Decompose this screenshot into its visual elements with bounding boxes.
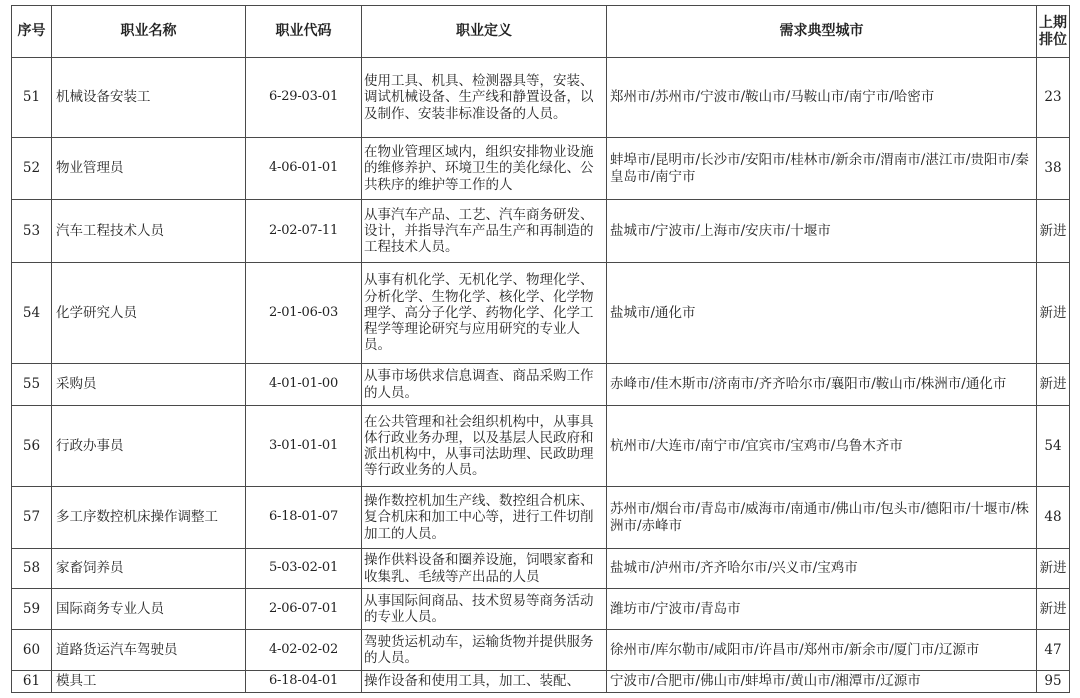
row-no: 60 [12,630,52,671]
table-row [12,630,1070,671]
table-row [12,200,1070,263]
row-no: 58 [12,549,52,589]
table-row [12,589,1070,630]
row-cities: 赤峰市/佳木斯市/济南市/齐齐哈尔市/襄阳市/鞍山市/株洲市/通化市 [607,364,1037,406]
row-no: 54 [12,263,52,364]
row-name: 机械设备安装工 [52,58,246,138]
row-name: 道路货运汽车驾驶员 [52,630,246,671]
table-row [12,549,1070,589]
row-code: 6-18-01-07 [246,487,362,549]
row-name: 多工序数控机床操作调整工 [52,487,246,549]
row-prev-rank: 新进 [1037,549,1070,589]
row-definition: 使用工具、机具、检测器具等，安装、调试机械设备、生产线和静置设备，以及制作、安装非标准设备的人员。 [362,58,607,138]
row-prev-rank: 48 [1037,487,1070,549]
table-row [12,263,1070,364]
row-name: 行政办事员 [52,406,246,487]
row-code: 4-01-01-00 [246,364,362,406]
row-name: 家畜饲养员 [52,549,246,589]
table-row [12,364,1070,406]
row-name: 汽车工程技术人员 [52,200,246,263]
row-cities: 徐州市/库尔勒市/咸阳市/许昌市/郑州市/新余市/厦门市/辽源市 [607,630,1037,671]
row-code: 2-01-06-03 [246,263,362,364]
row-definition: 从事国际间商品、技术贸易等商务活动的专业人员。 [362,589,607,630]
table-row [12,58,1070,138]
row-cities: 杭州市/大连市/南宁市/宜宾市/宝鸡市/乌鲁木齐市 [607,406,1037,487]
row-prev-rank: 54 [1037,406,1070,487]
header-name: 职业名称 [52,6,246,58]
row-cities: 盐城市/宁波市/上海市/安庆市/十堰市 [607,200,1037,263]
row-name: 采购员 [52,364,246,406]
row-code: 3-01-01-01 [246,406,362,487]
row-definition: 驾驶货运机动车，运输货物并提供服务的人员。 [362,630,607,671]
row-definition: 操作供料设备和圈养设施，饲喂家畜和收集乳、毛绒等产出品的人员 [362,549,607,589]
header-prev-rank: 上期排位 [1037,6,1070,58]
row-code: 6-18-04-01 [246,671,362,693]
row-definition: 从事市场供求信息调查、商品采购工作的人员。 [362,364,607,406]
header-definition: 职业定义 [362,6,607,58]
table-row [12,671,1070,693]
row-definition: 从事汽车产品、工艺、汽车商务研发、设计，并指导汽车产品生产和再制造的工程技术人员。 [362,200,607,263]
table-row [12,406,1070,487]
row-cities: 苏州市/烟台市/青岛市/威海市/南通市/佛山市/包头市/德阳市/十堰市/株洲市/赤峰市 [607,487,1037,549]
row-prev-rank: 47 [1037,630,1070,671]
row-definition: 在公共管理和社会组织机构中，从事具体行政业务办理，以及基层人民政府和派出机构中，从事司法助理、民政助理等行政业务的人员。 [362,406,607,487]
row-prev-rank: 23 [1037,58,1070,138]
header-cities: 需求典型城市 [607,6,1037,58]
row-name: 物业管理员 [52,138,246,200]
row-cities: 盐城市/泸州市/齐齐哈尔市/兴义市/宝鸡市 [607,549,1037,589]
row-code: 2-02-07-11 [246,200,362,263]
row-prev-rank: 38 [1037,138,1070,200]
row-cities: 郑州市/苏州市/宁波市/鞍山市/马鞍山市/南宁市/哈密市 [607,58,1037,138]
row-code: 2-06-07-01 [246,589,362,630]
row-code: 6-29-03-01 [246,58,362,138]
row-definition: 从事有机化学、无机化学、物理化学、分析化学、生物化学、核化学、化学物理学、高分子化学、药物化学、化学工程学等理论研究与应用研究的专业人员。 [362,263,607,364]
row-no: 61 [12,671,52,693]
table-row [12,487,1070,549]
row-name: 国际商务专业人员 [52,589,246,630]
row-code: 4-02-02-02 [246,630,362,671]
row-prev-rank: 新进 [1037,263,1070,364]
header-no: 序号 [12,6,52,58]
row-no: 57 [12,487,52,549]
row-cities: 蚌埠市/昆明市/长沙市/安阳市/桂林市/新余市/渭南市/湛江市/贵阳市/秦皇岛市/南宁市 [607,138,1037,200]
row-prev-rank: 新进 [1037,364,1070,406]
row-cities: 潍坊市/宁波市/青岛市 [607,589,1037,630]
row-definition: 在物业管理区域内，组织安排物业设施的维修养护、环境卫生的美化绿化、公共秩序的维护等工作的人 [362,138,607,200]
row-prev-rank: 新进 [1037,200,1070,263]
row-no: 59 [12,589,52,630]
row-prev-rank: 95 [1037,671,1070,693]
row-definition: 操作数控机加生产线、数控组合机床、复合机床和加工中心等，进行工件切削加工的人员。 [362,487,607,549]
row-code: 5-03-02-01 [246,549,362,589]
table-row [12,138,1070,200]
row-no: 53 [12,200,52,263]
row-no: 56 [12,406,52,487]
occupation-table [11,5,1070,693]
table-header-row [12,6,1070,58]
row-name: 化学研究人员 [52,263,246,364]
row-name: 模具工 [52,671,246,693]
row-definition: 操作设备和使用工具，加工、装配、 [362,671,607,693]
row-no: 55 [12,364,52,406]
row-cities: 宁波市/合肥市/佛山市/蚌埠市/黄山市/湘潭市/辽源市 [607,671,1037,693]
row-no: 51 [12,58,52,138]
header-code: 职业代码 [246,6,362,58]
row-code: 4-06-01-01 [246,138,362,200]
row-prev-rank: 新进 [1037,589,1070,630]
row-no: 52 [12,138,52,200]
row-cities: 盐城市/通化市 [607,263,1037,364]
